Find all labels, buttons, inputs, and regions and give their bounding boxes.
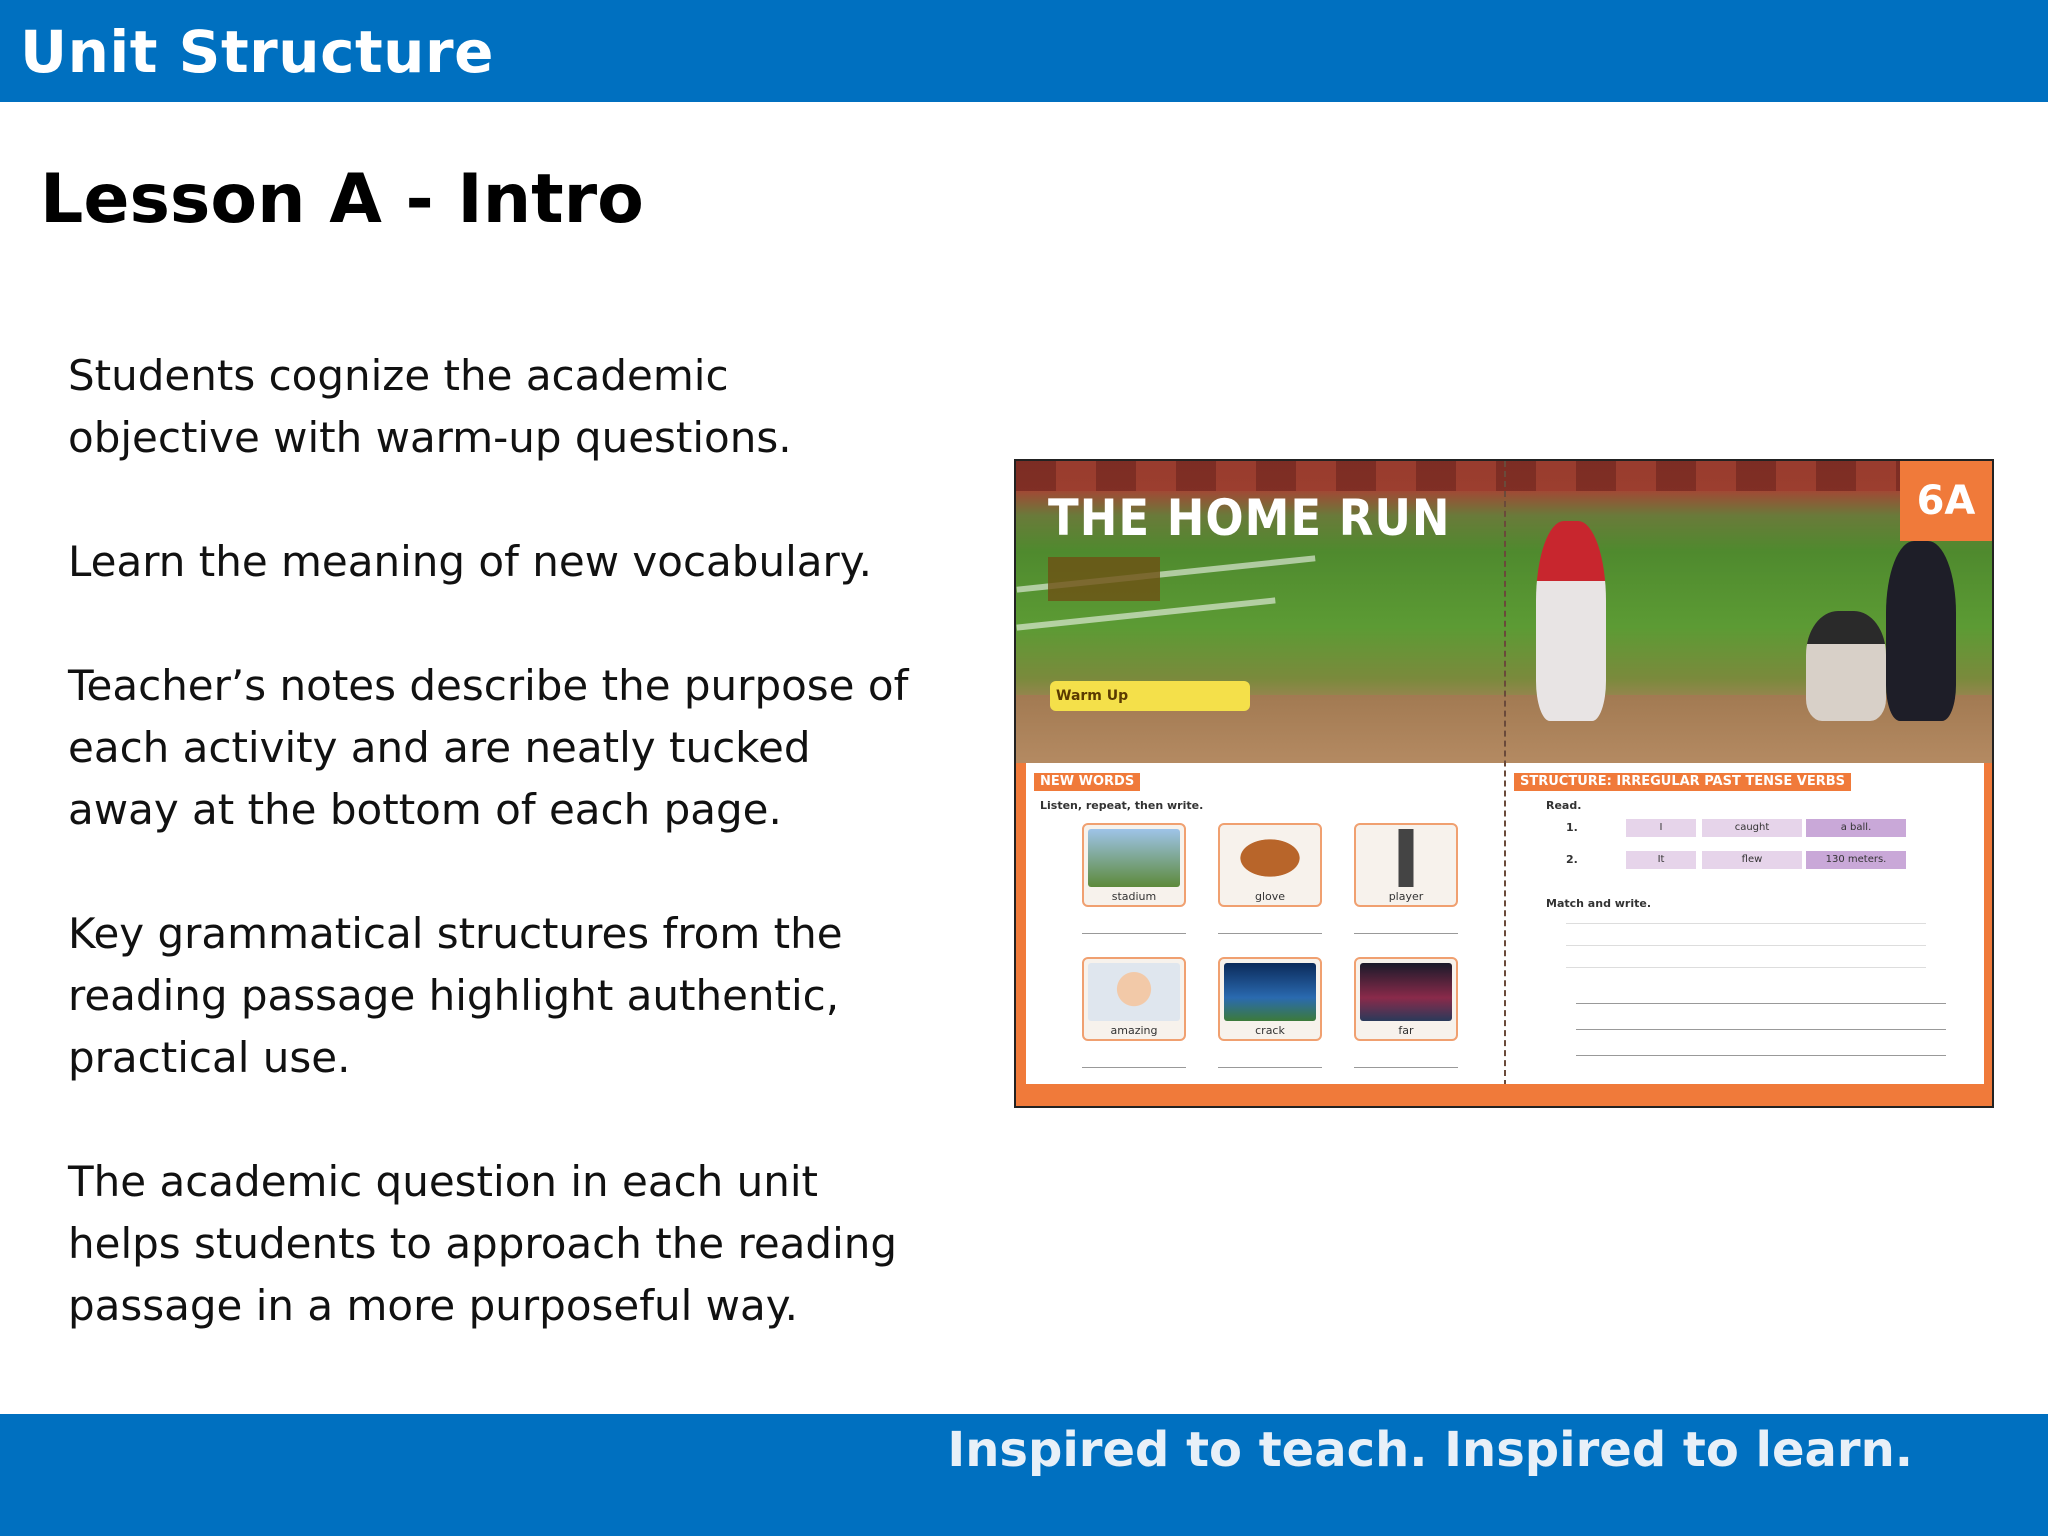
stadium-picture [1088,829,1180,887]
vocab-card [1082,823,1186,907]
write-line [1354,1067,1458,1068]
match-label: Match and write. [1546,897,1652,910]
match-row [1566,967,1926,968]
write-line [1082,933,1186,934]
read-label: Read. [1546,799,1582,812]
header-bar [0,0,2048,102]
vocab-card [1354,957,1458,1041]
lesson-objectives-box [1048,557,1160,601]
footer-bar [0,1414,2048,1536]
teacher-notes-strip [1016,1084,1992,1106]
write-line [1218,933,1322,934]
vocab-word: far [1398,1024,1414,1037]
write-line [1218,1067,1322,1068]
vocab-card [1218,957,1322,1041]
vocab-card [1082,957,1186,1041]
amazing-picture [1088,963,1180,1021]
unit-tab: 6A [1900,461,1992,541]
vocab-word: crack [1255,1024,1285,1037]
umpire-figure [1886,541,1956,721]
paragraph-teacher-notes: Teacher’s notes describe the purpose of each activity and are neatly tucked away at the bottom of each page. [68,661,909,834]
player-picture [1360,829,1452,887]
footer-tagline: Inspired to teach. Inspired to learn. [947,1422,1913,1478]
write-line [1576,1003,1946,1004]
new-words-instruction: Listen, repeat, then write. [1040,799,1204,812]
body-text [68,345,928,1399]
vocab-word: glove [1254,890,1286,903]
warm-up-badge: Warm Up [1050,681,1250,711]
batter-figure [1536,521,1606,721]
grammar-cell: caught [1702,819,1802,837]
row-number: 2. [1566,853,1578,866]
textbook-spread-image [1014,459,1994,1108]
write-line [1576,1029,1946,1030]
vocab-word: amazing [1110,1024,1158,1037]
vocab-word: stadium [1111,890,1157,903]
grammar-cell: It [1626,851,1696,869]
grammar-cell: I [1626,819,1696,837]
crack-picture [1224,963,1316,1021]
page-fold [1504,461,1506,1106]
paragraph-vocabulary: Learn the meaning of new vocabulary. [68,537,872,586]
row-number: 1. [1566,821,1578,834]
match-row [1566,945,1926,946]
structure-heading: STRUCTURE: IRREGULAR PAST TENSE VERBS [1514,773,1851,791]
write-line [1354,933,1458,934]
textbook-left-page [1016,763,1504,1106]
match-row [1566,923,1926,924]
catcher-figure [1806,611,1886,721]
paragraph-academic-question: The academic question in each unit helps students to approach the reading passage in a more purposeful way. [68,1157,898,1330]
lesson-title: Lesson A - Intro [40,160,644,239]
grammar-cell: a ball. [1806,819,1906,837]
vocab-card [1354,823,1458,907]
write-line [1082,1067,1186,1068]
grammar-cell: 130 meters. [1806,851,1906,869]
paragraph-warm-up: Students cognize the academic objective with warm-up questions. [68,351,792,462]
far-picture [1360,963,1452,1021]
paragraph-grammar: Key grammatical structures from the reading passage highlight authentic, practical use. [68,909,843,1082]
vocab-word: player [1388,890,1424,903]
glove-picture [1224,829,1316,887]
new-words-heading: NEW WORDS [1034,773,1140,791]
field-stripe [1016,597,1275,630]
write-line [1576,1055,1946,1056]
grammar-cell: flew [1702,851,1802,869]
textbook-title: THE HOME RUN [1048,489,1451,547]
section-title: Unit Structure [20,18,494,86]
textbook-right-page [1506,763,1994,1106]
vocab-card [1218,823,1322,907]
